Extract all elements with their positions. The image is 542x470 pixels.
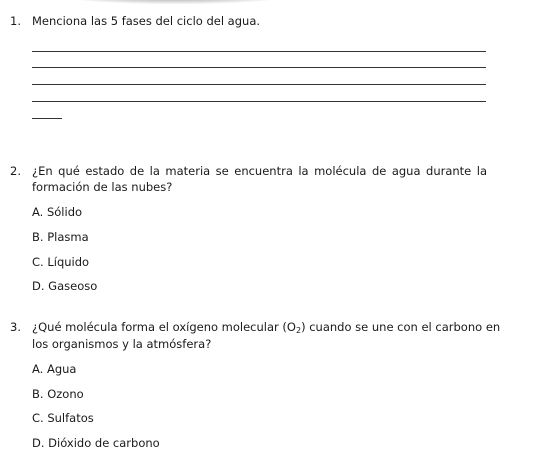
question-2-option-b[interactable]: B. Plasma bbox=[32, 230, 89, 244]
question-3-number: 3. bbox=[10, 320, 21, 334]
top-shadow-decoration bbox=[60, 0, 290, 4]
question-3-option-b[interactable]: B. Ozono bbox=[32, 387, 84, 401]
question-3-option-a[interactable]: A. Agua bbox=[32, 362, 77, 376]
answer-line-1 bbox=[32, 51, 486, 52]
question-2-option-c[interactable]: C. Líquido bbox=[32, 255, 90, 269]
question-1-number: 1. bbox=[10, 14, 21, 28]
question-2-option-a[interactable]: A. Sólido bbox=[32, 205, 83, 219]
question-3-option-c[interactable]: C. Sulfatos bbox=[32, 411, 94, 425]
answer-line-2 bbox=[32, 67, 486, 68]
question-3-option-d[interactable]: D. Dióxido de carbono bbox=[32, 436, 160, 450]
question-3-text-part-b: ) cuando se une con el carbono en bbox=[301, 320, 501, 334]
answer-line-5 bbox=[32, 118, 62, 119]
question-1-text: Menciona las 5 fases del ciclo del agua. bbox=[32, 14, 261, 28]
question-2-option-d[interactable]: D. Gaseoso bbox=[32, 279, 98, 293]
answer-line-3 bbox=[32, 84, 486, 85]
question-3-text-part-a: ¿Qué molécula forma el oxígeno molecular (O bbox=[32, 320, 296, 334]
question-3-text-line-2: los organismos y la atmósfera? bbox=[32, 337, 212, 351]
answer-line-4 bbox=[32, 101, 486, 102]
question-2-text-line-1: ¿En qué estado de la materia se encuentra la molécula de agua durante la bbox=[32, 164, 487, 178]
question-3-text-line-1 bbox=[32, 320, 500, 335]
question-2-text-line-2: formación de las nubes? bbox=[32, 180, 173, 194]
question-2-number: 2. bbox=[10, 164, 21, 178]
oxygen-subscript: 2 bbox=[295, 326, 302, 335]
